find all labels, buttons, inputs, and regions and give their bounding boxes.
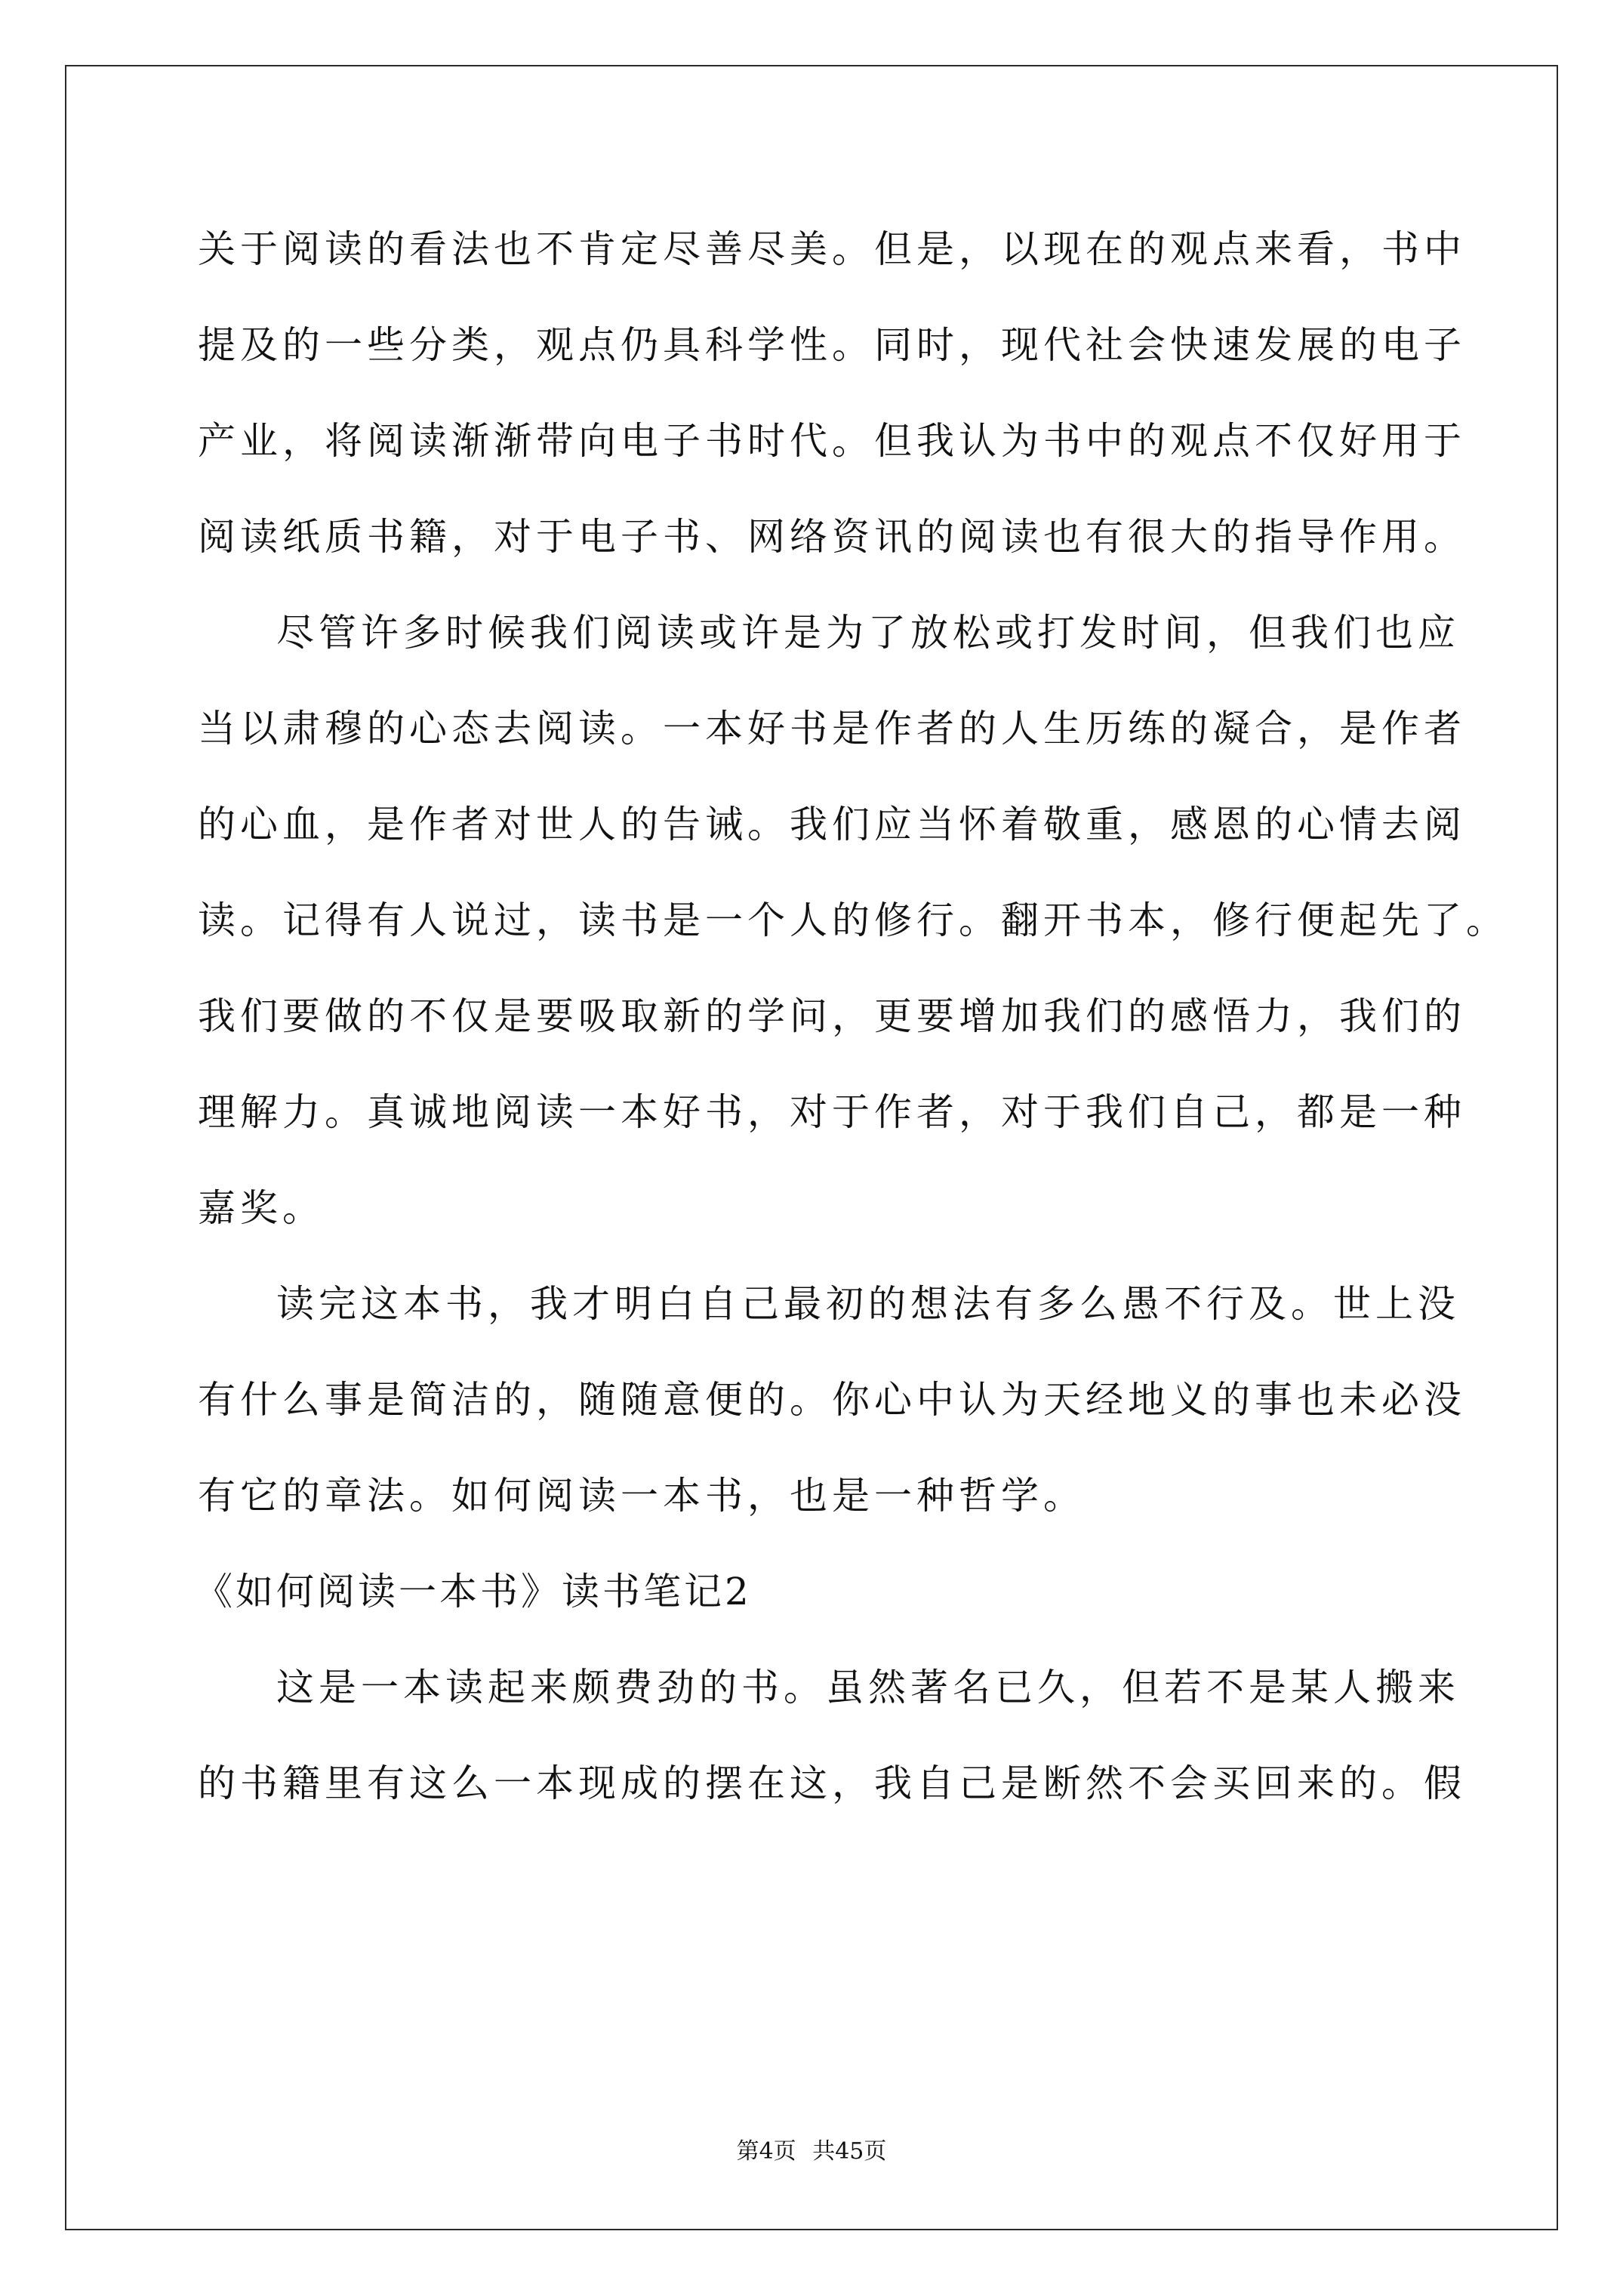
text-line: 提及的一些分类，观点仍具科学性。同时，现代社会快速发展的电子 (198, 323, 1466, 367)
text-line: 产业，将阅读渐渐带向电子书时代。但我认为书中的观点不仅好用于 (198, 419, 1466, 463)
text-line: 有它的章法。如何阅读一本书，也是一种哲学。 (198, 1474, 1086, 1518)
text-line: 当以肃穆的心态去阅读。一本好书是作者的人生历练的凝合，是作者 (198, 707, 1466, 750)
text-line: 理解力。真诚地阅读一本好书，对于作者，对于我们自己，都是一种 (198, 1090, 1466, 1134)
page-total: 共45页 (812, 2138, 887, 2165)
text-line: 的书籍里有这么一本现成的摆在这，我自己是断然不会买回来的。假 (198, 1761, 1466, 1805)
text-line: 关于阅读的看法也不肯定尽善尽美。但是，以现在的观点来看，书中 (198, 227, 1466, 271)
paragraph-start-line: 尽管许多时候我们阅读或许是为了放松或打发时间，但我们也应 (276, 611, 1460, 655)
text-line: 嘉奖。 (198, 1186, 325, 1230)
text-line: 阅读纸质书籍，对于电子书、网络资讯的阅读也有很大的指导作用。 (198, 515, 1466, 559)
text-line: 有什么事是简洁的，随随意便的。你心中认为天经地义的事也未必没 (198, 1378, 1466, 1422)
page-number: 第4页 (736, 2138, 796, 2165)
text-line: 读。记得有人说过，读书是一个人的修行。翻开书本，修行便起先了。 (198, 898, 1508, 942)
text-line: 的心血，是作者对世人的告诫。我们应当怀着敬重，感恩的心情去阅 (198, 803, 1466, 846)
page-footer (0, 2138, 1623, 2165)
text-line: 我们要做的不仅是要吸取新的学问，更要增加我们的感悟力，我们的 (198, 994, 1466, 1038)
page-border (65, 65, 1558, 2230)
section-heading: 《如何阅读一本书》读书笔记2 (195, 1570, 752, 1613)
paragraph-start-line: 读完这本书，我才明白自己最初的想法有多么愚不行及。世上没 (276, 1282, 1460, 1326)
paragraph-start-line: 这是一本读起来颇费劲的书。虽然著名已久，但若不是某人搬来 (276, 1666, 1460, 1709)
